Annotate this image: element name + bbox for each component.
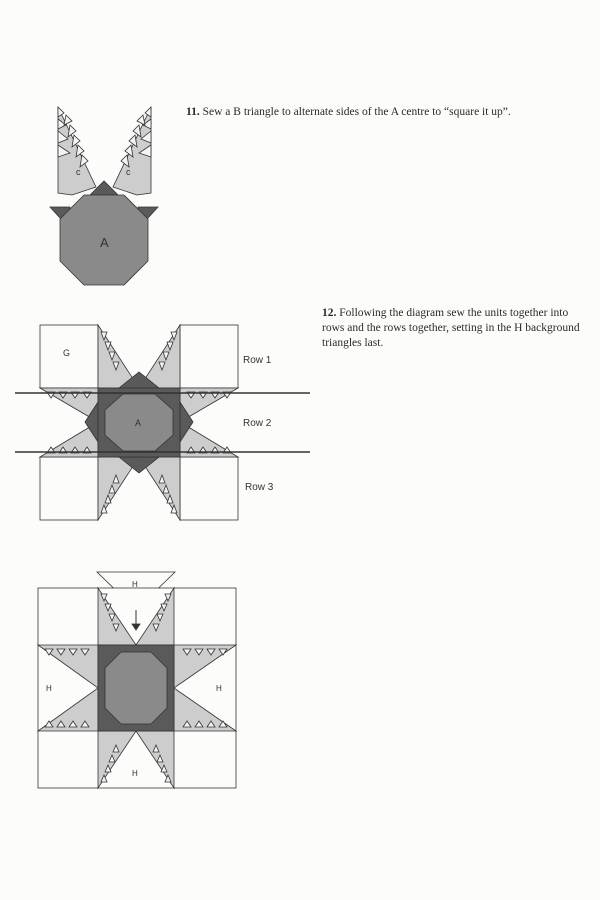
diagram-final [35,570,245,792]
corner-square-top-right [180,325,238,388]
label-h-right: H [216,684,222,693]
diagram-step-11 [40,95,165,290]
label-c-right: c [126,167,131,177]
label-row-2: Row 2 [243,418,272,429]
step-12-number: 12. [322,307,337,319]
centre-octagon [105,652,167,724]
label-row-1: Row 1 [243,355,272,366]
corner-square-bottom-left [40,457,98,520]
label-h-bottom: H [132,769,138,778]
label-h-left: H [46,684,52,693]
step-12-text: Following the diagram sew the units together into rows and the rows together, setting in the H background triangles last. [322,307,580,349]
label-centre-a: A [135,418,142,428]
label-h-top: H [132,580,138,589]
step-11-text: Sew a B triangle to alternate sides of the A centre to “square it up”. [202,106,511,118]
label-c-left: c [76,167,81,177]
diagram-rows [15,320,315,525]
corner-square-bottom-right [180,457,238,520]
label-a: A [100,235,109,250]
step-12-instruction [322,306,592,351]
step-11-instruction [186,105,586,120]
label-row-3: Row 3 [245,482,274,493]
step-11-number: 11. [186,106,200,118]
label-g: G [63,348,71,358]
